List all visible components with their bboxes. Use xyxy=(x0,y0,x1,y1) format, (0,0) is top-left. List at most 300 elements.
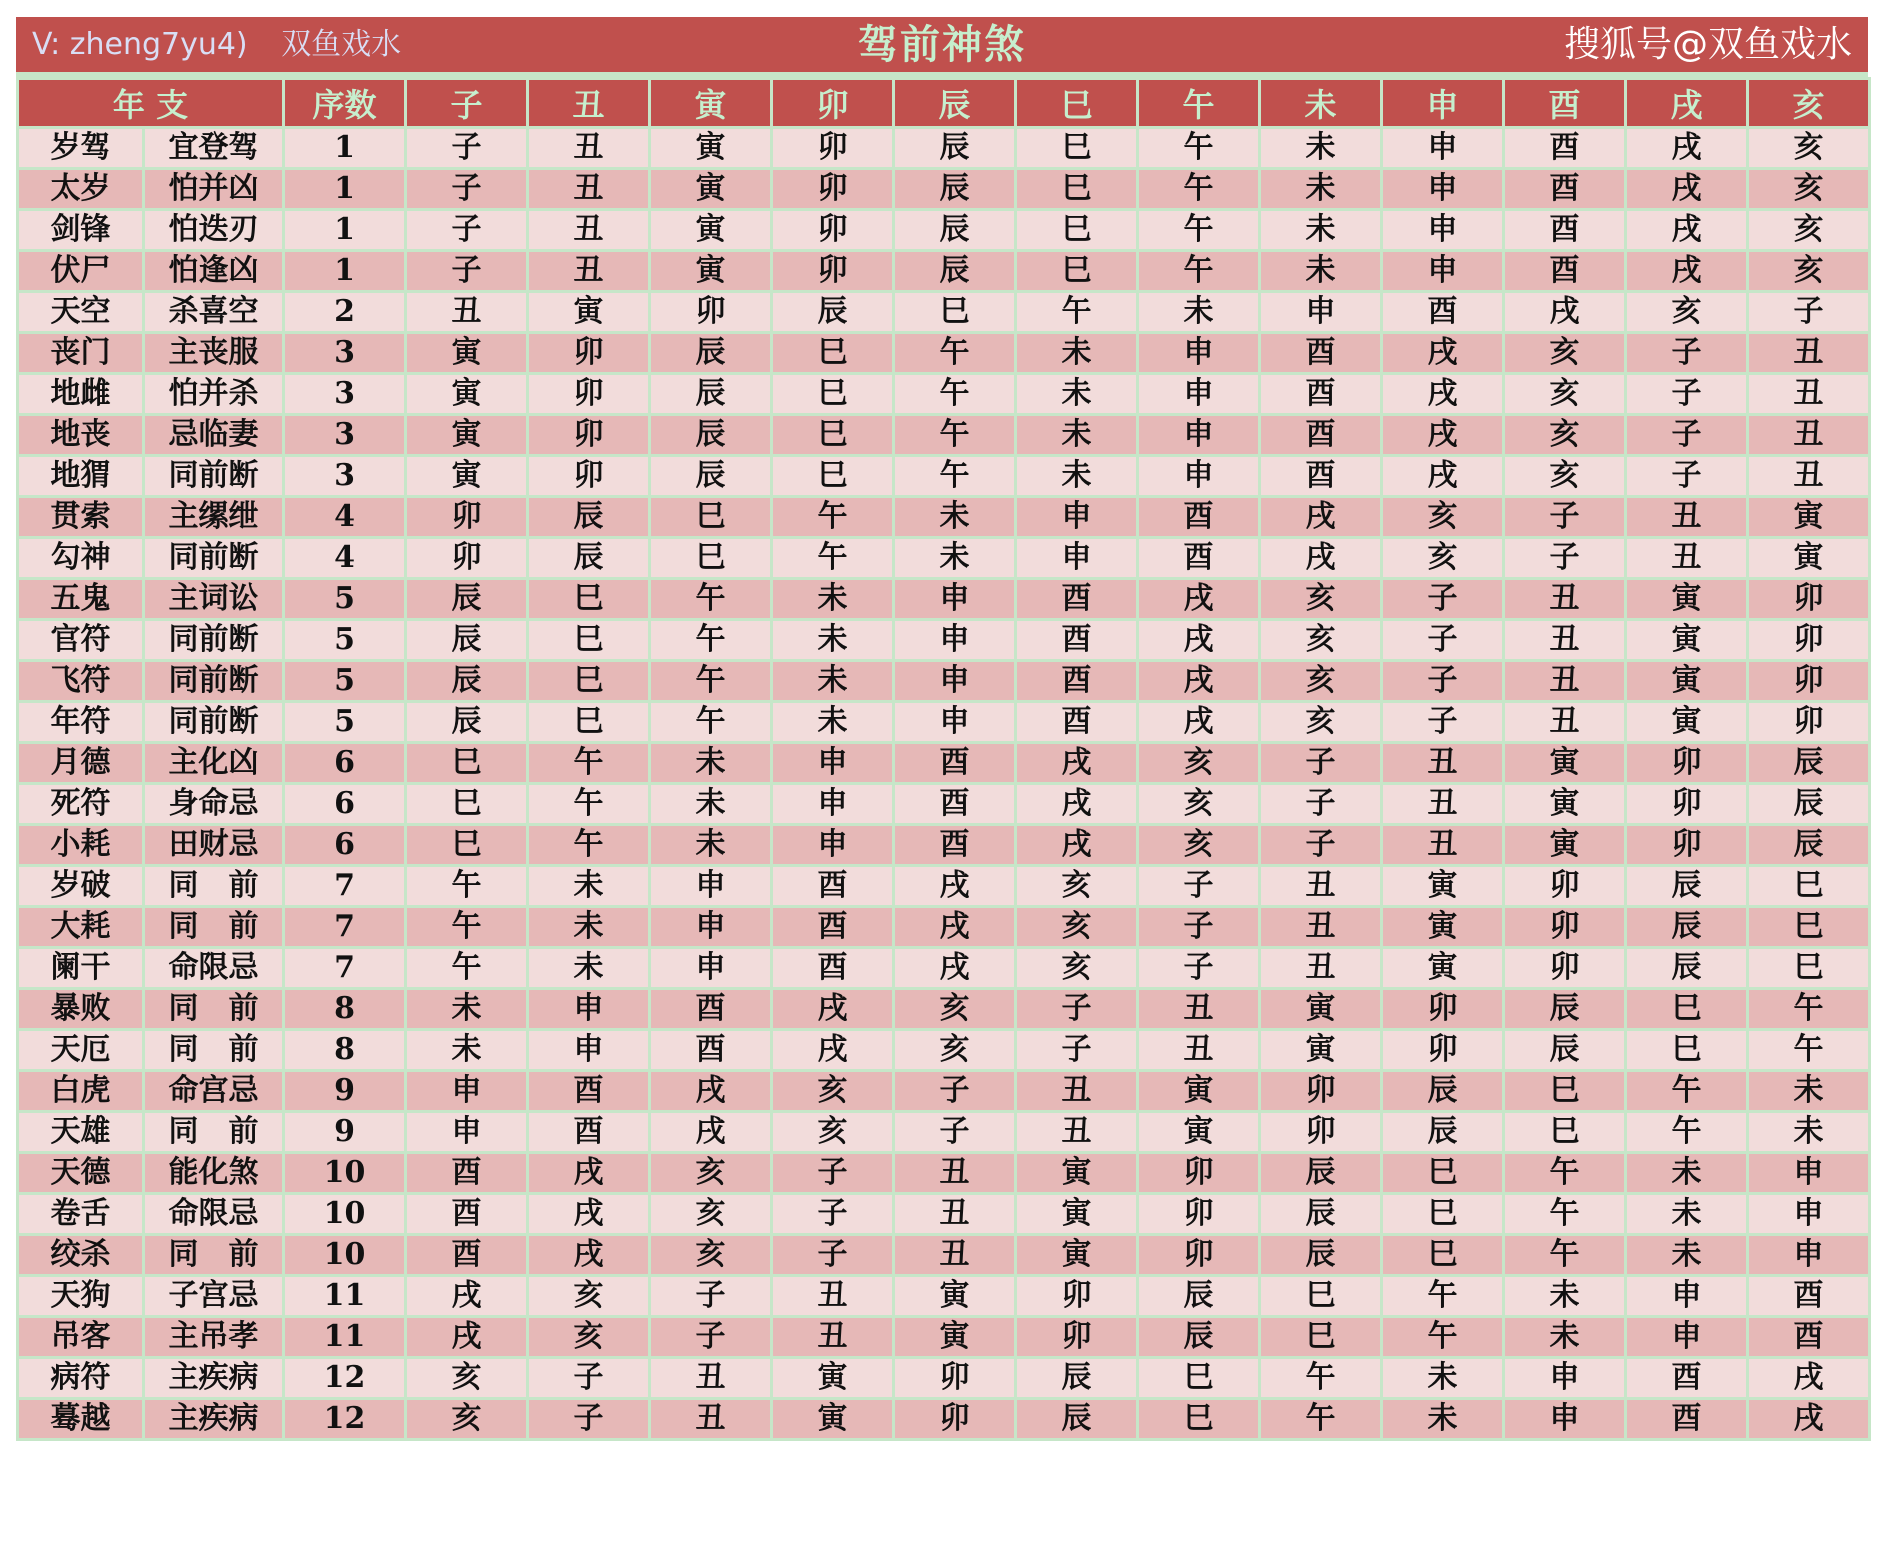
branch-cell: 子 xyxy=(406,128,528,169)
branch-cell: 申 xyxy=(894,661,1016,702)
branch-cell: 未 xyxy=(1260,169,1382,210)
branch-cell: 未 xyxy=(1748,1071,1870,1112)
shensha-description: 同前断 xyxy=(144,661,284,702)
shensha-name: 天空 xyxy=(18,292,144,333)
branch-cell: 辰 xyxy=(406,661,528,702)
branch-cell: 酉 xyxy=(1138,538,1260,579)
branch-cell: 亥 xyxy=(1138,743,1260,784)
branch-cell: 寅 xyxy=(1504,784,1626,825)
branch-cell: 巳 xyxy=(528,579,650,620)
branch-cell: 寅 xyxy=(1016,1235,1138,1276)
branch-cell: 戌 xyxy=(1138,702,1260,743)
branch-cell: 酉 xyxy=(894,743,1016,784)
branch-cell: 申 xyxy=(772,825,894,866)
branch-cell: 辰 xyxy=(650,374,772,415)
branch-cell: 子 xyxy=(1748,292,1870,333)
shensha-description: 身命忌 xyxy=(144,784,284,825)
branch-cell: 未 xyxy=(1016,333,1138,374)
shensha-table xyxy=(16,77,1871,1441)
branch-cell: 戌 xyxy=(528,1235,650,1276)
branch-cell: 丑 xyxy=(1504,620,1626,661)
branch-cell: 戌 xyxy=(1382,374,1504,415)
table-row xyxy=(18,784,1870,825)
branch-cell: 辰 xyxy=(894,210,1016,251)
branch-cell: 卯 xyxy=(772,210,894,251)
sequence-number: 9 xyxy=(284,1071,406,1112)
branch-cell: 辰 xyxy=(1748,784,1870,825)
branch-cell: 酉 xyxy=(1260,333,1382,374)
branch-cell: 亥 xyxy=(1260,661,1382,702)
branch-cell: 午 xyxy=(1748,989,1870,1030)
branch-cell: 午 xyxy=(650,579,772,620)
branch-cell: 酉 xyxy=(528,1071,650,1112)
shensha-description: 同前断 xyxy=(144,702,284,743)
branch-cell: 辰 xyxy=(1382,1071,1504,1112)
branch-cell: 申 xyxy=(1748,1194,1870,1235)
shensha-name: 大耗 xyxy=(18,907,144,948)
branch-cell: 卯 xyxy=(894,1358,1016,1399)
branch-cell: 午 xyxy=(406,948,528,989)
branch-cell: 未 xyxy=(1138,292,1260,333)
branch-cell: 丑 xyxy=(1748,333,1870,374)
branch-cell: 申 xyxy=(1016,538,1138,579)
branch-cell: 子 xyxy=(1016,1030,1138,1071)
branch-cell: 戌 xyxy=(1626,169,1748,210)
branch-cell: 未 xyxy=(528,866,650,907)
branch-cell: 亥 xyxy=(894,1030,1016,1071)
branch-cell: 亥 xyxy=(1504,456,1626,497)
branch-cell: 巳 xyxy=(1260,1317,1382,1358)
branch-cell: 卯 xyxy=(1748,579,1870,620)
shensha-name: 蓦越 xyxy=(18,1399,144,1440)
branch-cell: 丑 xyxy=(528,251,650,292)
watermark-group xyxy=(32,17,425,72)
table-title: 驾前神煞 xyxy=(858,21,1026,68)
shensha-description: 主丧服 xyxy=(144,333,284,374)
branch-cell: 丑 xyxy=(894,1235,1016,1276)
shensha-description: 主疾病 xyxy=(144,1358,284,1399)
branch-cell: 丑 xyxy=(1260,866,1382,907)
shensha-name: 丧门 xyxy=(18,333,144,374)
table-row xyxy=(18,456,1870,497)
branch-cell: 子 xyxy=(1382,702,1504,743)
branch-cell: 辰 xyxy=(406,579,528,620)
branch-cell: 卯 xyxy=(1016,1317,1138,1358)
branch-cell: 子 xyxy=(1260,784,1382,825)
branch-cell: 申 xyxy=(406,1071,528,1112)
branch-cell: 午 xyxy=(528,784,650,825)
branch-cell: 酉 xyxy=(1748,1317,1870,1358)
branch-cell: 寅 xyxy=(1504,825,1626,866)
branch-cell: 未 xyxy=(772,702,894,743)
branch-cell: 寅 xyxy=(650,251,772,292)
branch-cell: 酉 xyxy=(528,1112,650,1153)
shensha-name: 剑锋 xyxy=(18,210,144,251)
table-row xyxy=(18,1358,1870,1399)
branch-cell: 亥 xyxy=(528,1276,650,1317)
branch-cell: 丑 xyxy=(1016,1112,1138,1153)
branch-cell: 戌 xyxy=(1382,333,1504,374)
header-branch: 子 xyxy=(406,79,528,128)
branch-cell: 寅 xyxy=(1626,579,1748,620)
shensha-name: 勾神 xyxy=(18,538,144,579)
branch-cell: 巳 xyxy=(650,497,772,538)
table-row xyxy=(18,128,1870,169)
branch-cell: 未 xyxy=(772,661,894,702)
branch-cell: 丑 xyxy=(894,1194,1016,1235)
branch-cell: 酉 xyxy=(1016,702,1138,743)
branch-cell: 寅 xyxy=(1382,907,1504,948)
table-row xyxy=(18,1071,1870,1112)
branch-cell: 戌 xyxy=(1260,538,1382,579)
branch-cell: 寅 xyxy=(406,415,528,456)
table-row xyxy=(18,1153,1870,1194)
shensha-name: 太岁 xyxy=(18,169,144,210)
branch-cell: 寅 xyxy=(1748,497,1870,538)
branch-cell: 未 xyxy=(406,989,528,1030)
branch-cell: 酉 xyxy=(1626,1358,1748,1399)
sequence-number: 6 xyxy=(284,784,406,825)
branch-cell: 巳 xyxy=(406,825,528,866)
branch-cell: 午 xyxy=(1138,169,1260,210)
branch-cell: 卯 xyxy=(1138,1153,1260,1194)
branch-cell: 卯 xyxy=(1504,866,1626,907)
branch-cell: 午 xyxy=(528,743,650,784)
sequence-number: 10 xyxy=(284,1235,406,1276)
sequence-number: 8 xyxy=(284,989,406,1030)
sequence-number: 7 xyxy=(284,948,406,989)
branch-cell: 酉 xyxy=(1260,456,1382,497)
branch-cell: 戌 xyxy=(1748,1358,1870,1399)
shensha-name: 地猬 xyxy=(18,456,144,497)
branch-cell: 申 xyxy=(772,743,894,784)
branch-cell: 申 xyxy=(1626,1276,1748,1317)
branch-cell: 午 xyxy=(650,661,772,702)
branch-cell: 巳 xyxy=(1626,1030,1748,1071)
table-row xyxy=(18,1317,1870,1358)
branch-cell: 午 xyxy=(650,702,772,743)
branch-cell: 亥 xyxy=(1382,538,1504,579)
branch-cell: 酉 xyxy=(1382,292,1504,333)
shensha-description: 主缧绁 xyxy=(144,497,284,538)
branch-cell: 申 xyxy=(1260,292,1382,333)
sequence-number: 5 xyxy=(284,579,406,620)
sequence-number: 3 xyxy=(284,374,406,415)
branch-cell: 辰 xyxy=(772,292,894,333)
table-row xyxy=(18,169,1870,210)
branch-cell: 戌 xyxy=(406,1317,528,1358)
branch-cell: 午 xyxy=(1382,1276,1504,1317)
branch-cell: 亥 xyxy=(650,1235,772,1276)
branch-cell: 卯 xyxy=(1748,620,1870,661)
branch-cell: 寅 xyxy=(406,333,528,374)
branch-cell: 未 xyxy=(528,907,650,948)
branch-cell: 子 xyxy=(1382,620,1504,661)
sequence-number: 11 xyxy=(284,1276,406,1317)
branch-cell: 亥 xyxy=(1748,128,1870,169)
table-row xyxy=(18,1399,1870,1440)
branch-cell: 卯 xyxy=(1504,948,1626,989)
shensha-description: 同 前 xyxy=(144,989,284,1030)
branch-cell: 丑 xyxy=(894,1153,1016,1194)
branch-cell: 酉 xyxy=(406,1194,528,1235)
sequence-number: 8 xyxy=(284,1030,406,1071)
branch-cell: 寅 xyxy=(1016,1153,1138,1194)
branch-cell: 辰 xyxy=(1260,1235,1382,1276)
branch-cell: 戌 xyxy=(1260,497,1382,538)
branch-cell: 戌 xyxy=(1138,620,1260,661)
branch-cell: 卯 xyxy=(772,169,894,210)
branch-cell: 午 xyxy=(772,538,894,579)
shensha-name: 病符 xyxy=(18,1358,144,1399)
branch-cell: 丑 xyxy=(1504,661,1626,702)
branch-cell: 巳 xyxy=(894,292,1016,333)
branch-cell: 亥 xyxy=(772,1112,894,1153)
shensha-description: 怕并杀 xyxy=(144,374,284,415)
branch-cell: 丑 xyxy=(1626,538,1748,579)
branch-cell: 丑 xyxy=(1138,989,1260,1030)
branch-cell: 申 xyxy=(528,1030,650,1071)
shensha-name: 飞符 xyxy=(18,661,144,702)
branch-cell: 酉 xyxy=(894,825,1016,866)
branch-cell: 亥 xyxy=(1016,948,1138,989)
branch-cell: 申 xyxy=(1382,251,1504,292)
branch-cell: 子 xyxy=(1382,661,1504,702)
shensha-name: 年符 xyxy=(18,702,144,743)
branch-cell: 巳 xyxy=(528,702,650,743)
branch-cell: 卯 xyxy=(1748,702,1870,743)
table-row xyxy=(18,210,1870,251)
branch-cell: 辰 xyxy=(650,415,772,456)
branch-cell: 辰 xyxy=(1260,1153,1382,1194)
branch-cell: 申 xyxy=(1016,497,1138,538)
branch-cell: 申 xyxy=(894,702,1016,743)
branch-cell: 申 xyxy=(1382,169,1504,210)
branch-cell: 亥 xyxy=(1260,620,1382,661)
branch-cell: 酉 xyxy=(1138,497,1260,538)
branch-cell: 酉 xyxy=(1748,1276,1870,1317)
table-row xyxy=(18,907,1870,948)
sequence-number: 7 xyxy=(284,866,406,907)
branch-cell: 寅 xyxy=(1260,989,1382,1030)
table-row xyxy=(18,292,1870,333)
branch-cell: 戌 xyxy=(650,1112,772,1153)
branch-cell: 巳 xyxy=(772,333,894,374)
branch-cell: 戌 xyxy=(894,907,1016,948)
branch-cell: 卯 xyxy=(528,456,650,497)
branch-cell: 寅 xyxy=(650,169,772,210)
header-row xyxy=(18,79,1870,128)
branch-cell: 亥 xyxy=(1748,251,1870,292)
sequence-number: 3 xyxy=(284,456,406,497)
branch-cell: 卯 xyxy=(406,538,528,579)
table-row xyxy=(18,374,1870,415)
branch-cell: 卯 xyxy=(528,415,650,456)
shensha-description: 命限忌 xyxy=(144,948,284,989)
branch-cell: 丑 xyxy=(1748,415,1870,456)
header-branch: 酉 xyxy=(1504,79,1626,128)
branch-cell: 寅 xyxy=(528,292,650,333)
sequence-number: 12 xyxy=(284,1358,406,1399)
branch-cell: 酉 xyxy=(1626,1399,1748,1440)
branch-cell: 午 xyxy=(406,907,528,948)
shensha-name: 天狗 xyxy=(18,1276,144,1317)
branch-cell: 辰 xyxy=(1626,866,1748,907)
branch-cell: 酉 xyxy=(772,907,894,948)
brand-watermark: 搜狐号@双鱼戏水 xyxy=(1563,24,1852,65)
shensha-name: 岁破 xyxy=(18,866,144,907)
branch-cell: 未 xyxy=(650,825,772,866)
branch-cell: 子 xyxy=(1260,743,1382,784)
shensha-description: 怕迭刃 xyxy=(144,210,284,251)
branch-cell: 亥 xyxy=(1748,210,1870,251)
branch-cell: 辰 xyxy=(1138,1276,1260,1317)
branch-cell: 申 xyxy=(1138,374,1260,415)
branch-cell: 午 xyxy=(1748,1030,1870,1071)
branch-cell: 酉 xyxy=(1016,620,1138,661)
branch-cell: 子 xyxy=(1626,415,1748,456)
branch-cell: 子 xyxy=(528,1358,650,1399)
branch-cell: 丑 xyxy=(1016,1071,1138,1112)
branch-cell: 子 xyxy=(1626,456,1748,497)
branch-cell: 亥 xyxy=(1016,866,1138,907)
shensha-name: 卷舌 xyxy=(18,1194,144,1235)
shensha-name: 死符 xyxy=(18,784,144,825)
branch-cell: 辰 xyxy=(1504,989,1626,1030)
branch-cell: 巳 xyxy=(1382,1153,1504,1194)
branch-cell: 申 xyxy=(1504,1399,1626,1440)
title-bar xyxy=(16,17,1868,77)
branch-cell: 未 xyxy=(1504,1276,1626,1317)
branch-cell: 申 xyxy=(1138,456,1260,497)
branch-cell: 申 xyxy=(1748,1235,1870,1276)
branch-cell: 申 xyxy=(650,866,772,907)
branch-cell: 午 xyxy=(894,333,1016,374)
table-row xyxy=(18,825,1870,866)
header-branch: 丑 xyxy=(528,79,650,128)
branch-cell: 午 xyxy=(528,825,650,866)
table-row xyxy=(18,1276,1870,1317)
branch-cell: 寅 xyxy=(1138,1112,1260,1153)
shensha-name: 伏尸 xyxy=(18,251,144,292)
branch-cell: 卯 xyxy=(528,333,650,374)
branch-cell: 戌 xyxy=(1382,456,1504,497)
branch-cell: 未 xyxy=(1260,128,1382,169)
branch-cell: 丑 xyxy=(1260,948,1382,989)
branch-cell: 未 xyxy=(772,620,894,661)
shensha-description: 怕逢凶 xyxy=(144,251,284,292)
sequence-number: 10 xyxy=(284,1153,406,1194)
branch-cell: 辰 xyxy=(894,128,1016,169)
shensha-name: 岁驾 xyxy=(18,128,144,169)
branch-cell: 辰 xyxy=(1626,948,1748,989)
branch-cell: 卯 xyxy=(772,128,894,169)
branch-cell: 辰 xyxy=(528,497,650,538)
shensha-description: 主疾病 xyxy=(144,1399,284,1440)
branch-cell: 酉 xyxy=(1016,579,1138,620)
branch-cell: 卯 xyxy=(1626,784,1748,825)
branch-cell: 寅 xyxy=(1260,1030,1382,1071)
shensha-description: 同前断 xyxy=(144,456,284,497)
branch-cell: 午 xyxy=(894,415,1016,456)
branch-cell: 丑 xyxy=(1382,784,1504,825)
branch-cell: 巳 xyxy=(1016,169,1138,210)
branch-cell: 未 xyxy=(650,784,772,825)
branch-cell: 子 xyxy=(406,169,528,210)
table-row xyxy=(18,538,1870,579)
table-row xyxy=(18,1235,1870,1276)
branch-cell: 寅 xyxy=(1138,1071,1260,1112)
shensha-description: 同 前 xyxy=(144,1235,284,1276)
shensha-name: 官符 xyxy=(18,620,144,661)
branch-cell: 寅 xyxy=(894,1276,1016,1317)
branch-cell: 亥 xyxy=(1382,497,1504,538)
branch-cell: 亥 xyxy=(1504,374,1626,415)
sequence-number: 11 xyxy=(284,1317,406,1358)
branch-cell: 酉 xyxy=(1504,169,1626,210)
shensha-description: 杀喜空 xyxy=(144,292,284,333)
branch-cell: 未 xyxy=(650,743,772,784)
header-branch: 未 xyxy=(1260,79,1382,128)
shensha-description: 主吊孝 xyxy=(144,1317,284,1358)
branch-cell: 丑 xyxy=(1748,456,1870,497)
header-branch: 辰 xyxy=(894,79,1016,128)
branch-cell: 申 xyxy=(528,989,650,1030)
branch-cell: 巳 xyxy=(1016,210,1138,251)
branch-cell: 卯 xyxy=(650,292,772,333)
branch-cell: 卯 xyxy=(1260,1071,1382,1112)
branch-cell: 未 xyxy=(772,579,894,620)
branch-cell: 酉 xyxy=(1504,210,1626,251)
branch-cell: 申 xyxy=(406,1112,528,1153)
branch-cell: 戌 xyxy=(1626,210,1748,251)
branch-cell: 巳 xyxy=(406,743,528,784)
branch-cell: 丑 xyxy=(528,210,650,251)
branch-cell: 未 xyxy=(1626,1153,1748,1194)
shensha-name: 阑干 xyxy=(18,948,144,989)
branch-cell: 戌 xyxy=(1504,292,1626,333)
branch-cell: 申 xyxy=(1138,415,1260,456)
branch-cell: 申 xyxy=(772,784,894,825)
branch-cell: 申 xyxy=(1382,210,1504,251)
shensha-description: 主化凶 xyxy=(144,743,284,784)
branch-cell: 未 xyxy=(1016,374,1138,415)
header-branch: 申 xyxy=(1382,79,1504,128)
branch-cell: 寅 xyxy=(1504,743,1626,784)
branch-cell: 子 xyxy=(1138,907,1260,948)
sequence-number: 1 xyxy=(284,169,406,210)
table-row xyxy=(18,251,1870,292)
branch-cell: 巳 xyxy=(1260,1276,1382,1317)
header-branch: 午 xyxy=(1138,79,1260,128)
header-branch: 卯 xyxy=(772,79,894,128)
branch-cell: 戌 xyxy=(1382,415,1504,456)
branch-cell: 寅 xyxy=(894,1317,1016,1358)
header-branch: 巳 xyxy=(1016,79,1138,128)
branch-cell: 酉 xyxy=(1504,251,1626,292)
branch-cell: 丑 xyxy=(1382,825,1504,866)
branch-cell: 辰 xyxy=(528,538,650,579)
branch-cell: 子 xyxy=(1138,866,1260,907)
branch-cell: 戌 xyxy=(772,1030,894,1071)
branch-cell: 巳 xyxy=(1382,1235,1504,1276)
branch-cell: 巳 xyxy=(772,415,894,456)
branch-cell: 亥 xyxy=(1260,579,1382,620)
branch-cell: 卯 xyxy=(1748,661,1870,702)
table-row xyxy=(18,989,1870,1030)
branch-cell: 午 xyxy=(894,456,1016,497)
branch-cell: 戌 xyxy=(1016,784,1138,825)
